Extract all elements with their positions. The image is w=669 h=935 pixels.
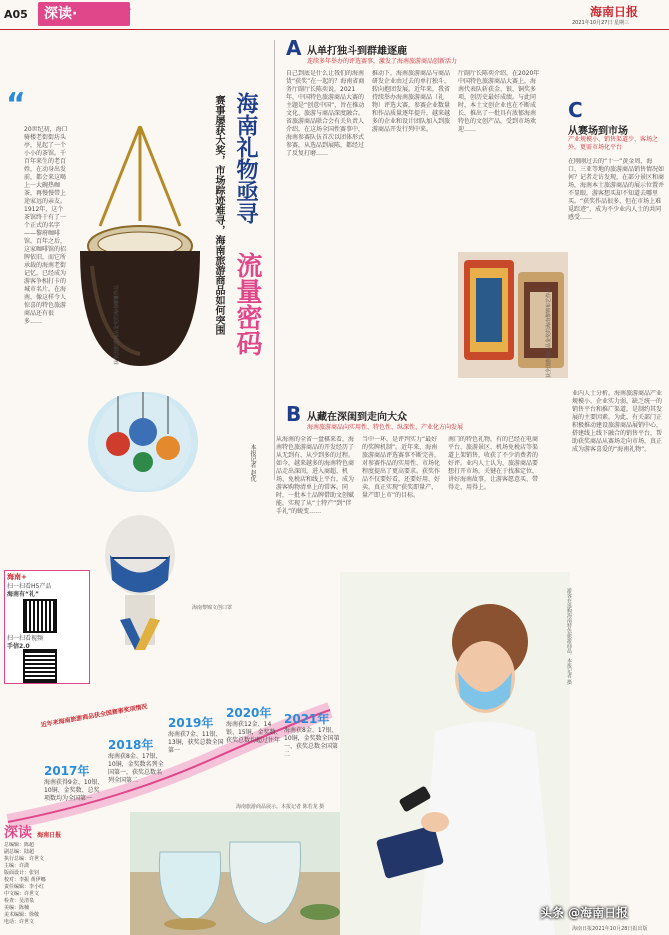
section-c-letter: C [568, 98, 583, 122]
timeline-text: 海南获8金、17银、10铜，金奖数全国第一、获奖总数全国第二 [284, 727, 340, 758]
section-a-col1: 自己到底是什么让我们的海南货“获奖”在一起的？海南省商务厅副厅长陈奕说，2021年，中国特色旅游商品大赛的主题是“创意中国”，旨在推动文化、旅游与商品深度融合。省旅游商品联合会有关负责人介绍，在这场全国性赛事中，海南参赛队伍首次以团体形式参赛，从选品到展陈，都经过了反复打磨…… [286, 70, 365, 157]
intro-text: 20世纪初，海口骑楼老街街坊头亭，见起了一个小小的茶馆。千百年来生的老百姓，在动身出发前，都会来这喝上一大碗热咖茶，再慢慢带上途家远的亲友。1912年，这个茶馆终于有了一个正式的名字——黎府咖啡馆。百年之后，这家咖啡馆的招牌依旧，而它所承载的海南老街记忆，已经成为游客争相打卡的城市名片。在海南，像这样令人惊喜的特色旅游商品还有很多…… [24, 126, 68, 325]
headline-main-1: 海南礼物亟寻 [233, 92, 258, 224]
section-a-col2: 推动下，海南旅游商品与商品研发企业由过去的单打独斗，转向抱团发展。近年来，我省持续举办海南旅游商品（礼物）评选大赛，参赛企业数量和作品质量逐年提升，越来越多的企业和设计团队加入到旅游商品开发行列中来。 [372, 70, 451, 133]
timeline-year: 2017年 [44, 764, 90, 778]
coconut-lamp-image [70, 126, 210, 376]
app-subtitle-2: 海南有“礼” [7, 591, 39, 598]
timeline-title: 近年来海南旅游商品获全国赛事奖项情况 [40, 703, 148, 729]
woman-reading-image [340, 572, 570, 935]
section-c-subtitle: 产业规模小、销售渠道少、客场之外，更需市场化平台 [568, 136, 659, 151]
bottom-brand-name: 深读 [4, 825, 32, 841]
quote-mark: “ [6, 87, 26, 122]
section-a-col3: 厅副厅长陈奕介绍，在2020年中国特色旅游商品大赛上，海南代表队斩获金、银、铜奖多项，创历史最好成绩。与此同时，本土文创企业也在不断成长，推出了一批具有浓郁海南特色的文创产品，受到市场欢迎…… [458, 70, 540, 133]
timeline-item-2019 [168, 714, 224, 755]
lamp-caption: 获全国旅游商品金奖的海南椰雕作品 [114, 284, 120, 365]
mask-image [90, 510, 190, 650]
timeline-year: 2019年 [168, 716, 214, 730]
section-a-letter: A [286, 36, 302, 60]
headline-divider [274, 40, 275, 480]
headline-deck: 赛事屡获大奖，市场踪迹难寻，海南旅游商品如何突围 [213, 95, 224, 335]
byline: 本报记者 赵优 [249, 444, 256, 482]
issue-date: 2021年10月27日 星期三 [572, 20, 630, 26]
section-a-title: 从单打独斗到群雄逐鹿 [307, 46, 407, 57]
timeline-item-2017 [44, 762, 104, 803]
section-c-col1: 在刚刚过去的“十一”黄金周，海口、三亚等地的旅游商品销售情况如何？记者走访发现，在部分景区和商场，海南本土旅游商品的展示位置并不显眼，游客想买却不知道去哪里买。“获奖作品很多，但在市场上难觅踪迹”，成为不少业内人士的共同感受…… [568, 158, 664, 221]
staff-list: 总编辑：陈超 副总编：陆超 执行总编：许世文 主编：许潇 版面设计：张钊 校对：李振 黄伊娜 责任编辑：李小红 中文编：许世文 检查：吴清泉 美编：陈楠 美术编辑：徐敬 电话：许世文 [4, 842, 46, 925]
section-title: 深读· [44, 6, 78, 22]
masthead [0, 0, 669, 30]
timeline-year: 2018年 [108, 738, 154, 752]
mask-caption: 海南黎锦文创口罩 [192, 605, 233, 611]
section-c-title: 从赛场到市场 [568, 126, 628, 137]
watermark: 头条 @海南日报 [540, 906, 629, 920]
footer-date: 海南日报2021年10月28日报出版 [572, 926, 648, 932]
section-b-col1: 从海南的全省一盘棋来看，海南特色旅游商品的开发经历了从无到有、从少到多的过程。如今，越来越多的海南特色商品走出深闺，进入商超、机场、免税店和线上平台，成为游客购物清单上的常客。同时，一批本土品牌借助文创赋能，实现了从“土特产”到“伴手礼”的蜕变…… [276, 436, 355, 515]
qr-code-2[interactable] [25, 651, 55, 681]
app-subtitle-3: 扫一扫看视频 [7, 635, 44, 642]
timeline-year: 2021年 [284, 712, 330, 726]
tea-image [130, 812, 340, 935]
timeline-item-2021 [284, 710, 340, 759]
bottom-paper-name: 海南日报 [37, 832, 62, 839]
headline-main-2: 流量密码 [232, 252, 262, 356]
app-box [4, 570, 90, 684]
timeline-year: 2020年 [226, 706, 272, 720]
timeline-item-2018 [108, 736, 166, 785]
timeline-text: 海南获得9金、10银、10铜、金奖数、总奖项数均为全国第一 [44, 779, 104, 802]
timeline-item-2020 [226, 704, 282, 745]
section-script: 海南 [88, 4, 128, 28]
section-b-title: 从藏在深闺到走向大众 [307, 412, 407, 423]
ornament-image [88, 392, 198, 492]
bottom-brand [4, 822, 70, 842]
tea-caption: 海南旅游商品展示。本报记者 陈若龙 摄 [236, 804, 325, 810]
app-subtitle-4: 手信2.0 [7, 643, 30, 650]
cushion-caption: 获全国旅游商品金奖的海南黎锦布艺作品 [546, 287, 552, 378]
qr-code-1[interactable] [25, 601, 55, 631]
timeline-text: 海南获8金、17银、10铜，金奖数名列全国第一，获奖总数名列全国第二 [108, 753, 164, 784]
masthead-rule [0, 29, 669, 30]
section-b-col2: 当中一环，是评判实力“最好的奖牌机制”。近年来，海南旅游商品评选赛事不断完善，对参赛作品的实用性、市场化程度提出了更高要求。获奖作品不仅要好看，还要好用、好卖，真正实现“获奖即量产、量产即上市”的目标。 [362, 436, 441, 499]
section-a-subtitle: 连续多年举办的评选赛事，激发了海南旅游商品创新活力 [307, 58, 458, 65]
section-c-col2: 业内人士分析，海南旅游商品产业规模小、企业实力弱，缺乏统一的销售平台和推广渠道，是制约其发展的主要因素。为此，有关部门正积极推动建设旅游商品展销中心，搭建线上线下融合的销售平台，帮助获奖商品从赛场走向市场，真正成为游客喜爱的“海南礼物”。 [572, 390, 663, 453]
app-title: 海南+ [7, 573, 27, 581]
section-b-letter: B [286, 402, 302, 426]
page-number: A05 [4, 8, 28, 21]
woman-caption: 游客在选购海南特色旅游商品。本报记者 摄 [566, 588, 572, 685]
paper-name: 海南日报 [590, 5, 639, 19]
section-b-col3: 南门的特色礼物，有的已经在电商平台、旅游景区、机场免税店等渠道上架销售，收获了不少消费者的好评。业内人士认为，旅游商品要想打开市场，关键在于找准定位，讲好海南故事，让游客愿意买、带得走、用得上。 [448, 436, 539, 491]
timeline-text: 海南获12金、14银、15铜，金奖数、获奖总数均超过往年 [226, 721, 282, 744]
timeline-text: 海南获7金、11银、13铜，获奖总数全国第一 [168, 731, 224, 754]
app-subtitle-1: 扫一扫看H5产品 [7, 583, 52, 590]
section-b-subtitle: 海南旅游商品向实用性、特色性、纵深性、产业化方向发展 [307, 424, 464, 431]
